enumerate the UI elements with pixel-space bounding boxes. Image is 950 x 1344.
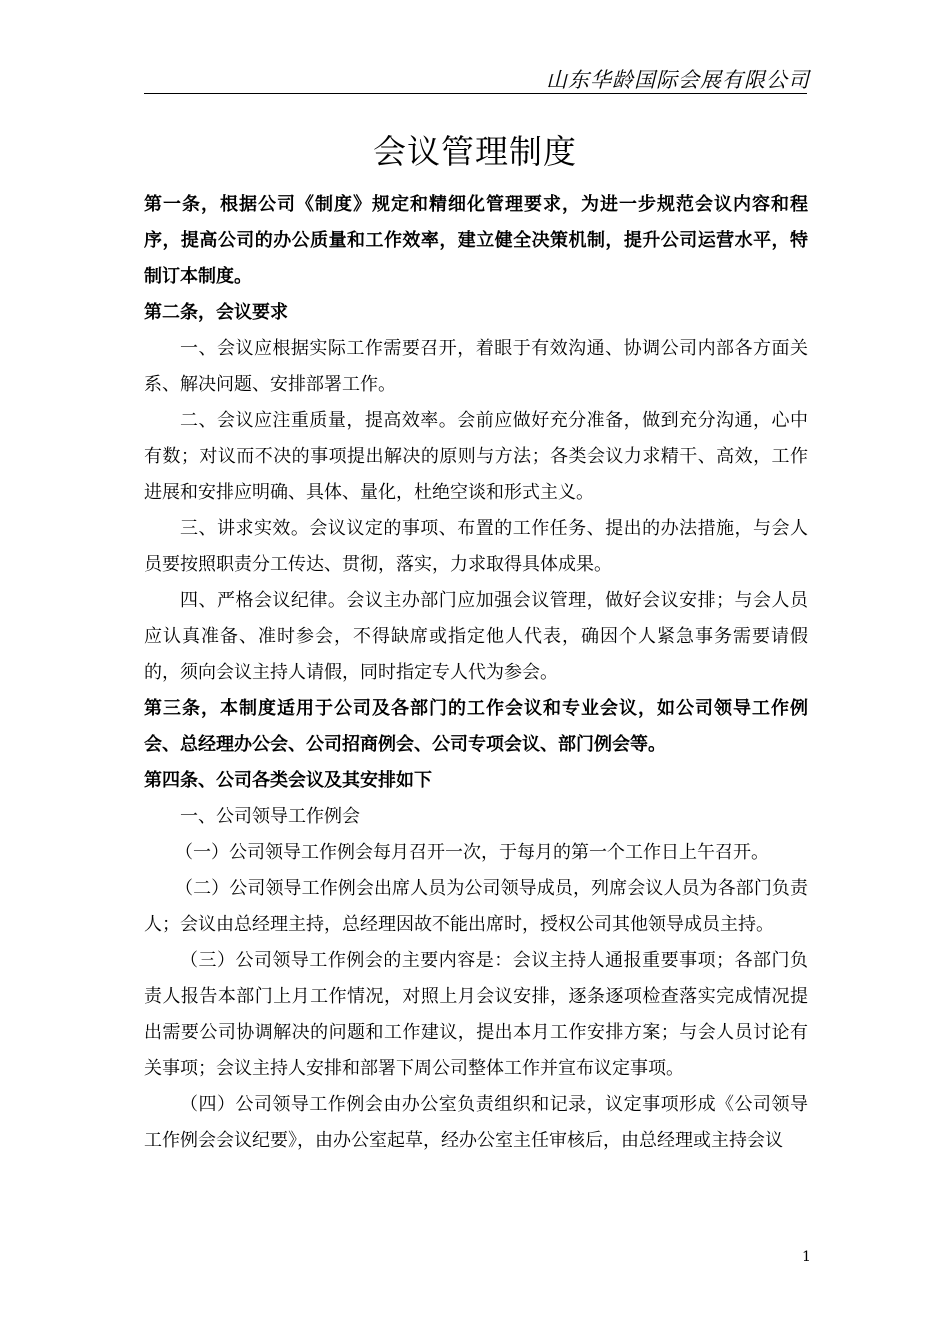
- document-title: 会议管理制度: [373, 132, 577, 171]
- article-2-item-1: 一、会议应根据实际工作需要召开，着眼于有效沟通、协调公司内部各方面关系、解决问题、安排部署工作。: [144, 338, 808, 395]
- article-1-paragraph: 第一条，根据公司《制度》规定和精细化管理要求，为进一步规范会议内容和程序，提高公司的办公质量和工作效率，建立健全决策机制，提升公司运营水平，特制订本制度。: [144, 194, 808, 287]
- article-4-heading: 第四条、公司各类会议及其安排如下: [144, 770, 432, 791]
- article-2-item-3: 三、讲求实效。会议议定的事项、布置的工作任务、提出的办法措施，与会人员要按照职责分工传达、贯彻，落实，力求取得具体成果。: [144, 518, 808, 575]
- article-4-section-1-clause-4: （四）公司领导工作例会由办公室负责组织和记录，议定事项形成《公司领导工作例会会议纪要》，由办公室起草，经办公室主任审核后，由总经理或主持会议: [144, 1094, 808, 1151]
- page-number: 1: [802, 1249, 811, 1265]
- document-body: [144, 187, 808, 1159]
- article-2-heading: 第二条，会议要求: [144, 302, 288, 323]
- article-2-item-4: 四、严格会议纪律。会议主办部门应加强会议管理，做好会议安排；与会人员应认真准备、准时参会，不得缺席或指定他人代表，确因个人紧急事务需要请假的，须向会议主持人请假，同时指定专人代为参会。: [144, 590, 808, 683]
- article-4-section-1-clause-2: （二）公司领导工作例会出席人员为公司领导成员，列席会议人员为各部门负责人；会议由总经理主持，总经理因故不能出席时，授权公司其他领导成员主持。: [144, 878, 808, 935]
- article-4-section-1-heading: 一、公司领导工作例会: [180, 806, 360, 827]
- article-2-item-2: 二、会议应注重质量，提高效率。会前应做好充分准备，做到充分沟通，心中有数；对议而不决的事项提出解决的原则与方法；各类会议力求精干、高效，工作进展和安排应明确、具体、量化，杜绝空谈和形式主义。: [144, 410, 808, 503]
- header-company-name: 山东华龄国际会展有限公司: [546, 68, 810, 92]
- article-4-section-1-clause-3: （三）公司领导工作例会的主要内容是：会议主持人通报重要事项；各部门负责人报告本部门上月工作情况，对照上月会议安排，逐条逐项检查落实完成情况提出需要公司协调解决的问题和工作建议，提出本月工作安排方案；与会人员讨论有关事项；会议主持人安排和部署下周公司整体工作并宣布议定事项。: [144, 950, 808, 1079]
- article-3-paragraph: 第三条，本制度适用于公司及各部门的工作会议和专业会议，如公司领导工作例会、总经理办公会、公司招商例会、公司专项会议、部门例会等。: [144, 698, 808, 755]
- header-divider: [144, 93, 807, 94]
- article-4-section-1-clause-1: （一）公司领导工作例会每月召开一次，于每月的第一个工作日上午召开。: [175, 842, 769, 863]
